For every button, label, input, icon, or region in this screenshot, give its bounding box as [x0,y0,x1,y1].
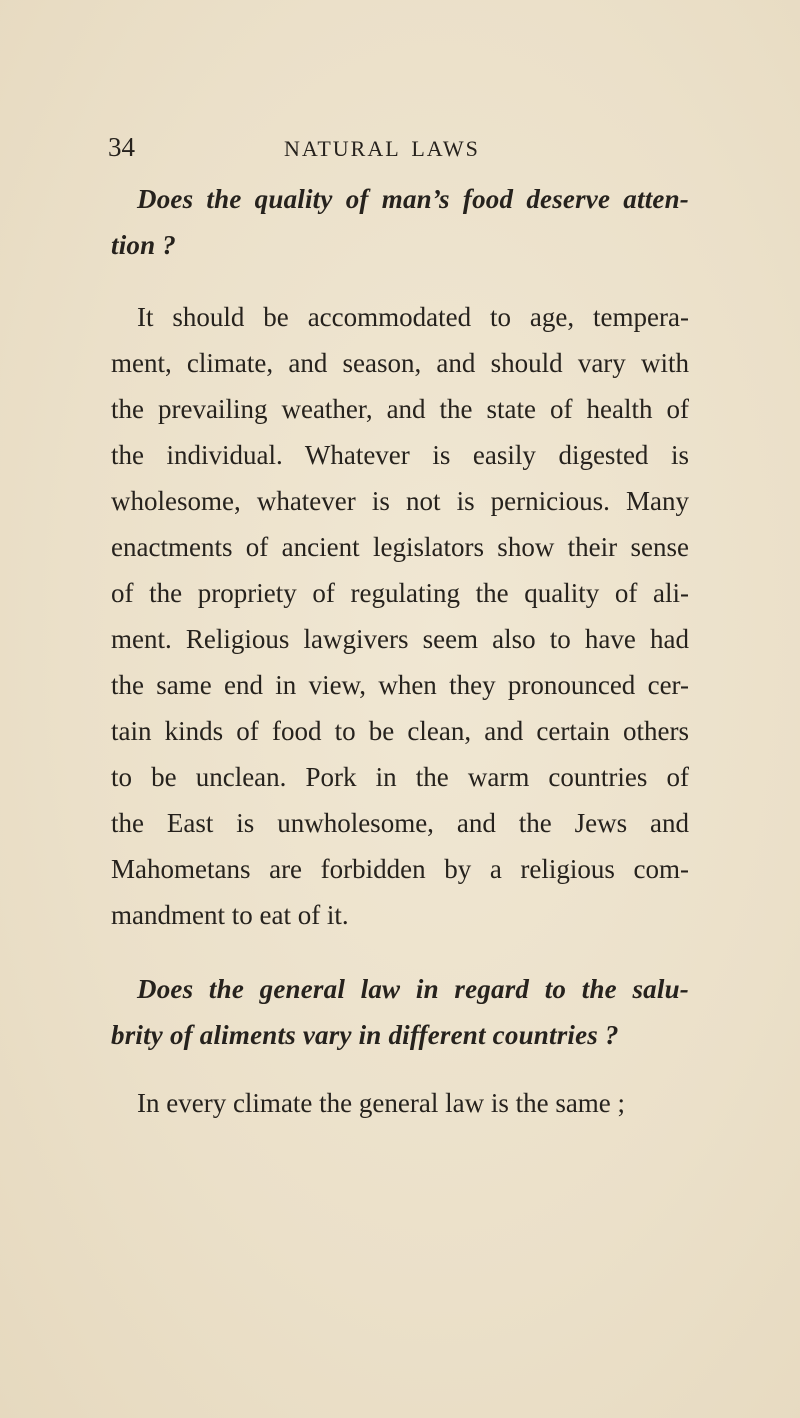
question-2 [111,966,689,1058]
question-line: tion ? [111,230,176,260]
answer-line: wholesome, whatever is not is pernicious. Many [111,486,689,516]
page-number: 34 [108,132,135,162]
answer-line: the same end in view, when they pronounced cer- [111,670,689,700]
answer-line: Mahometans are forbidden by a religious com- [111,854,689,884]
running-head [108,132,668,168]
question-line: brity of aliments vary in different countries ? [111,1020,619,1050]
answer-line: ment. Religious lawgivers seem also to have had [111,624,689,654]
text-block [111,176,689,1126]
answer-line: ment, climate, and season, and should vary with [111,348,689,378]
answer-line: of the propriety of regulating the quality of ali- [111,578,689,608]
question-line: Does the quality of man’s food deserve atten- [137,184,689,214]
question-1 [111,176,689,268]
running-title: NATURAL LAWS [284,136,480,161]
answer-2 [111,1080,689,1126]
answer-line: the individual. Whatever is easily digested is [111,440,689,470]
answer-line: tain kinds of food to be clean, and certain others [111,716,689,746]
answer-line: In every climate the general law is the same ; [137,1088,626,1118]
answer-line: mandment to eat of it. [111,900,349,930]
question-line: Does the general law in regard to the salu- [137,974,689,1004]
answer-line: to be unclean. Pork in the warm countries of [111,762,689,792]
answer-line: It should be accommodated to age, tempera- [137,302,689,332]
answer-line: the prevailing weather, and the state of health of [111,394,689,424]
answer-1 [111,294,689,938]
answer-line: enactments of ancient legislators show their sense [111,532,689,562]
answer-line: the East is unwholesome, and the Jews and [111,808,689,838]
